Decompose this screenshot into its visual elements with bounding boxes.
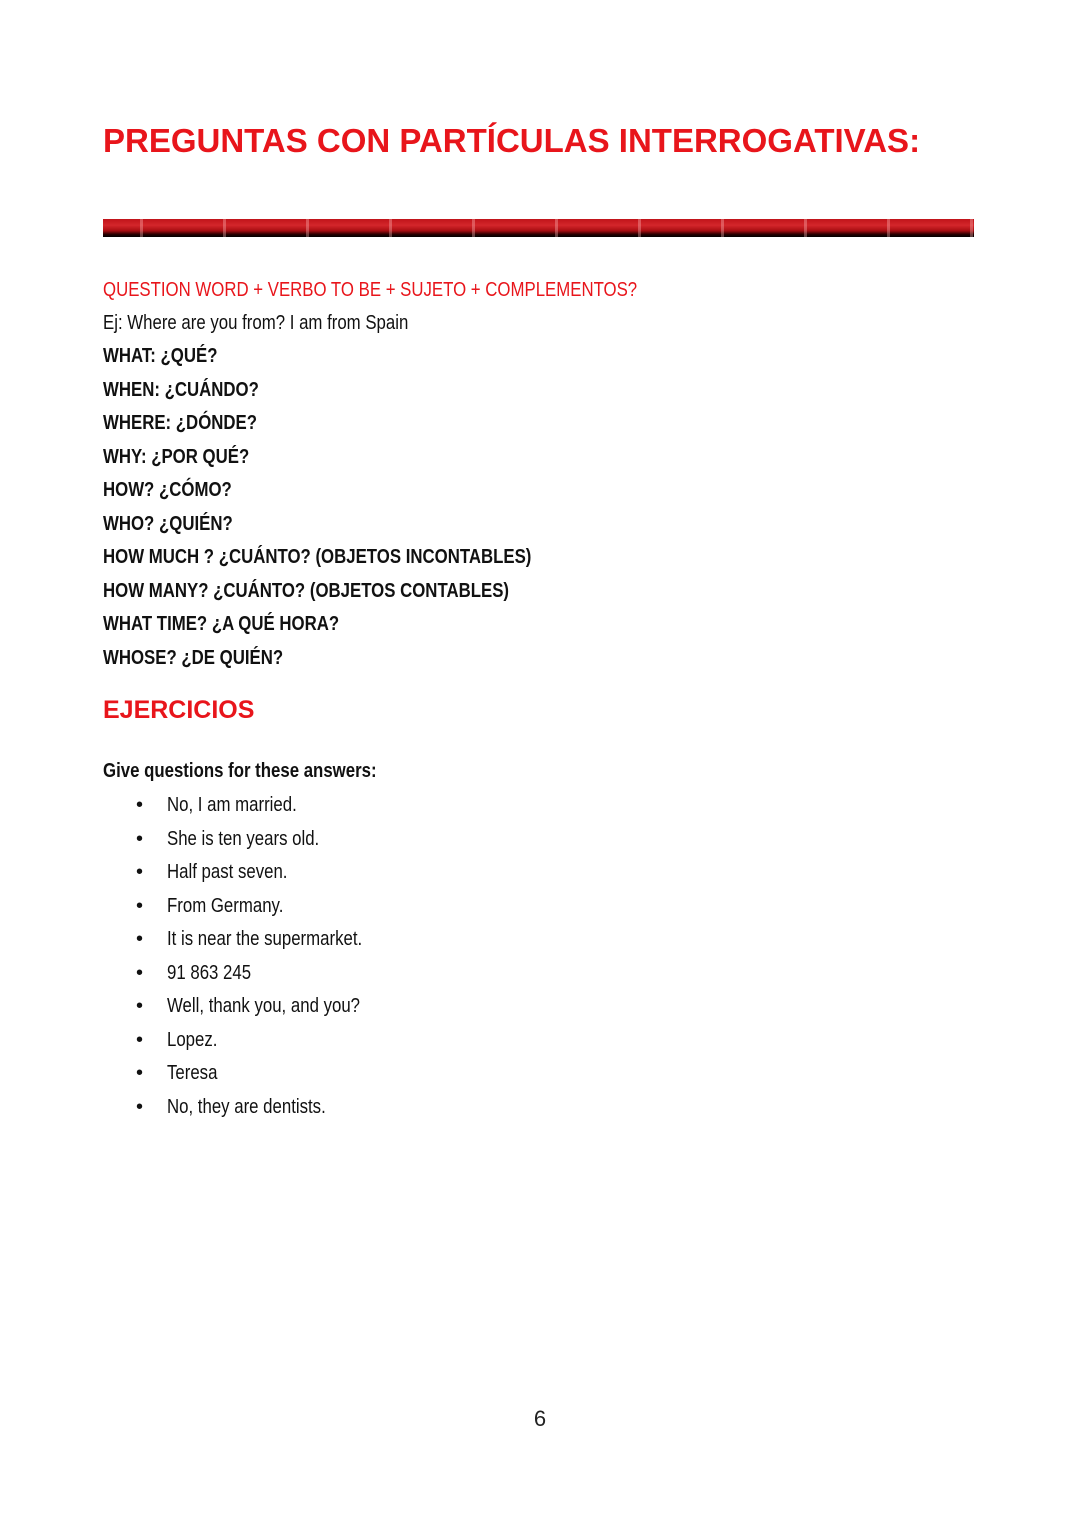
answer-item: 91 863 245 — [167, 961, 252, 984]
instruction: Give questions for these answers: — [103, 760, 377, 782]
bullet-icon: • — [136, 995, 144, 1017]
decorative-divider — [103, 219, 974, 237]
question-word-item: WHY: ¿POR QUÉ? — [103, 445, 250, 468]
answer-item: She is ten years old. — [167, 827, 320, 850]
bullet-icon: • — [136, 1062, 144, 1084]
answer-item: No, I am married. — [167, 794, 297, 816]
bullet-icon: • — [136, 961, 144, 984]
answer-item: No, they are dentists. — [167, 1095, 326, 1118]
answer-item: Lopez. — [167, 1028, 218, 1051]
question-word-item: WHOSE? ¿DE QUIÉN? — [103, 646, 284, 669]
question-word-item: HOW? ¿CÓMO? — [103, 479, 232, 501]
exercises-heading: EJERCICIOS — [103, 696, 255, 724]
bullet-icon: • — [136, 1095, 144, 1118]
question-word-item: WHAT TIME? ¿A QUÉ HORA? — [103, 613, 340, 635]
question-word-item: WHAT: ¿QUÉ? — [103, 345, 218, 367]
answer-item: Teresa — [167, 1062, 218, 1084]
answer-item: Well, thank you, and you? — [167, 995, 361, 1017]
page-number: 6 — [533, 1406, 547, 1431]
answer-item: Half past seven. — [167, 861, 288, 883]
example: Ej: Where are you from? I am from Spain — [103, 312, 409, 334]
formula: QUESTION WORD + VERBO TO BE + SUJETO + COMPLEMENTOS? — [103, 279, 638, 301]
bullet-icon: • — [136, 861, 144, 883]
bullet-icon: • — [136, 827, 144, 850]
bullet-icon: • — [136, 894, 144, 917]
question-word-item: HOW MANY? ¿CUÁNTO? (OBJETOS CONTABLES) — [103, 579, 509, 602]
question-word-item: WHERE: ¿DÓNDE? — [103, 412, 257, 434]
question-word-item: HOW MUCH ? ¿CUÁNTO? (OBJETOS INCONTABLES) — [103, 546, 532, 568]
question-word-item: WHO? ¿QUIÉN? — [103, 512, 233, 535]
bullet-icon: • — [136, 794, 144, 816]
bullet-icon: • — [136, 928, 144, 950]
question-word-item: WHEN: ¿CUÁNDO? — [103, 378, 259, 401]
answer-item: It is near the supermarket. — [167, 928, 363, 950]
page-title: PREGUNTAS CON PARTÍCULAS INTERROGATIVAS: — [103, 122, 921, 159]
bullet-icon: • — [136, 1028, 144, 1051]
answer-item: From Germany. — [167, 894, 284, 917]
